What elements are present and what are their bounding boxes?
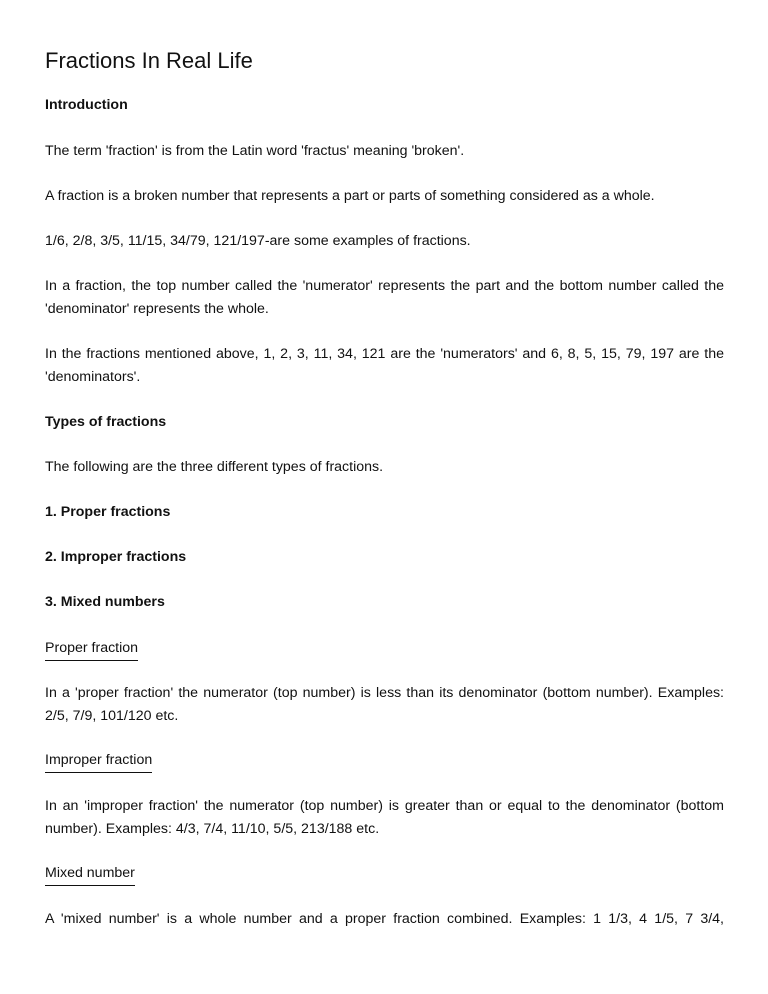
type-item-improper: 2. Improper fractions xyxy=(45,549,187,565)
type-item-proper: 1. Proper fractions xyxy=(45,504,171,520)
intro-paragraph-5: In the fractions mentioned above, 1, 2, 3, 11, 34, 121 are the 'numerators' and 6, 8, 5, 15, 79, 197 are the 'denominators'. xyxy=(45,346,724,385)
introduction-heading: Introduction xyxy=(45,97,128,113)
types-intro: The following are the three different types of fractions. xyxy=(45,459,384,475)
intro-paragraph-4: In a fraction, the top number called the 'numerator' represents the part and the bottom number called the 'denominator' represents the whole. xyxy=(45,278,724,317)
mixed-number-text: A 'mixed number' is a whole number and a proper fraction combined. Examples: 1 1/3, 4 1/5, 7 3/4, xyxy=(45,911,724,927)
intro-paragraph-2: A fraction is a broken number that represents a part or parts of something considered as a whole. xyxy=(45,188,655,204)
mixed-number-heading: Mixed number xyxy=(45,862,135,886)
proper-fraction-text: In a 'proper fraction' the numerator (top number) is less than its denominator (bottom number). Examples: 2/5, 7/9, 101/120 etc. xyxy=(45,685,724,724)
improper-fraction-text: In an 'improper fraction' the numerator (top number) is greater than or equal to the denominator (bottom number). Examples: 4/3, 7/4, 11/10, 5/5, 213/188 etc. xyxy=(45,798,724,837)
types-heading: Types of fractions xyxy=(45,414,167,430)
improper-fraction-heading: Improper fraction xyxy=(45,749,152,773)
intro-paragraph-1: The term 'fraction' is from the Latin word 'fractus' meaning 'broken'. xyxy=(45,143,465,159)
page-title: Fractions In Real Life xyxy=(45,48,253,73)
intro-paragraph-3: 1/6, 2/8, 3/5, 11/15, 34/79, 121/197-are some examples of fractions. xyxy=(45,233,471,249)
proper-fraction-heading: Proper fraction xyxy=(45,637,138,661)
type-item-mixed: 3. Mixed numbers xyxy=(45,594,165,610)
